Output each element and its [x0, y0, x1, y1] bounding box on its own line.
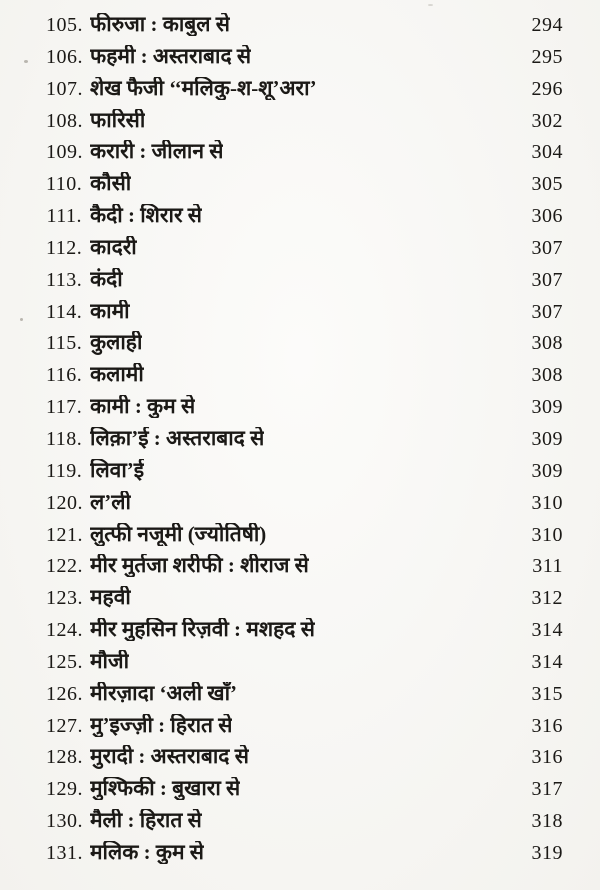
index-entry-row: [46, 809, 563, 841]
entry-page-number: 296: [531, 77, 563, 100]
entry-page-number: 308: [531, 364, 563, 387]
entry-number: 106.: [46, 45, 83, 68]
entry-number: 118.: [46, 427, 83, 450]
index-entry-row: [46, 714, 563, 746]
entry-page-number: 305: [531, 173, 563, 196]
index-entry-row: [46, 745, 563, 777]
entry-number: 109.: [46, 141, 83, 164]
entry-page-number: 307: [531, 300, 563, 323]
entry-page-number: 315: [531, 682, 563, 705]
index-entry-row: [46, 13, 563, 45]
entry-page-number: 311: [532, 555, 563, 578]
entry-number: 112.: [46, 236, 83, 259]
entry-page-number: 306: [531, 205, 563, 228]
index-entry-row: [46, 204, 563, 236]
entry-page-number: 316: [531, 714, 563, 737]
entry-number: 124.: [46, 619, 83, 642]
entry-page-number: 309: [531, 427, 563, 450]
entry-page-number: 307: [531, 236, 563, 259]
index-entry-row: [46, 491, 563, 523]
entry-number: 117.: [46, 396, 83, 419]
index-entry-row: [46, 841, 563, 873]
entry-number: 121.: [46, 523, 83, 546]
entry-number: 120.: [46, 491, 83, 514]
entry-number: 114.: [46, 300, 83, 323]
entry-number: 122.: [46, 555, 83, 578]
entry-number: 123.: [46, 587, 83, 610]
entry-title: फहमी : अस्तराबाद से: [90, 44, 252, 68]
index-entry-row: [46, 77, 563, 109]
entry-page-number: 307: [531, 268, 563, 291]
entry-number: 119.: [46, 459, 83, 482]
entry-number: 115.: [46, 332, 83, 355]
entry-title: लिक़ा’ई : अस्तराबाद से: [90, 426, 265, 450]
entry-title: लिवा’ई: [90, 458, 145, 482]
scan-speck: [24, 60, 28, 63]
entry-number: 116.: [46, 364, 83, 387]
entry-page-number: 314: [531, 650, 563, 673]
index-entry-row: [46, 140, 563, 172]
index-entry-row: [46, 331, 563, 363]
entry-page-number: 309: [531, 396, 563, 419]
index-entry-row: [46, 554, 563, 586]
entry-title: मलिक : कुम से: [90, 840, 204, 864]
index-entry-row: [46, 682, 563, 714]
entry-page-number: 318: [531, 810, 563, 833]
entry-title: फारिसी: [90, 108, 146, 132]
entry-page-number: 314: [531, 619, 563, 642]
scan-speck: [428, 4, 433, 6]
index-entry-row: [46, 172, 563, 204]
entry-page-number: 310: [531, 491, 563, 514]
entry-title: मुश्फिकी : बुखारा से: [90, 777, 241, 801]
scan-speck: [20, 318, 23, 321]
index-entry-row: [46, 268, 563, 300]
entry-title: लुत्फी नजूमी (ज्योतिषी): [90, 522, 267, 546]
entry-title: कामी: [90, 299, 130, 323]
entry-title: मु’इज्ज़ी : हिरात से: [90, 713, 233, 737]
entry-title: कुलाही: [90, 331, 143, 355]
entry-page-number: 309: [531, 459, 563, 482]
entry-page-number: 308: [531, 332, 563, 355]
index-entry-row: [46, 459, 563, 491]
entry-title: शेख फैजी ‘‘मलिकु-श-शू’अरा’: [90, 76, 317, 100]
entry-page-number: 295: [531, 45, 563, 68]
entry-title: मीर मुहसिन रिज़वी : मशहद से: [90, 618, 315, 642]
entry-title: कामी : कुम से: [90, 395, 196, 419]
entry-title: करारी : जीलान से: [90, 140, 224, 164]
entry-page-number: 316: [531, 746, 563, 769]
entry-page-number: 319: [531, 841, 563, 864]
entry-number: 105.: [46, 14, 83, 36]
index-entry-row: [46, 300, 563, 332]
index-entry-row: [46, 427, 563, 459]
index-entry-row: [46, 523, 563, 555]
entry-number: 128.: [46, 746, 83, 769]
entry-title: कादरी: [90, 235, 137, 259]
entry-number: 110.: [46, 173, 83, 196]
entry-title: कंदी: [90, 267, 123, 291]
entry-number: 131.: [46, 841, 83, 864]
index-entry-row: [46, 109, 563, 141]
entry-title: कैदी : शिरार से: [90, 204, 202, 228]
entry-number: 107.: [46, 77, 83, 100]
entry-title: फीरुजा : काबुल से: [90, 13, 230, 36]
entry-number: 111.: [46, 205, 82, 228]
entry-page-number: 302: [531, 109, 563, 132]
entry-title: मीर मुर्तजा शरीफी : शीराज से: [90, 554, 309, 578]
entry-number: 108.: [46, 109, 83, 132]
entry-title: कौसी: [90, 172, 132, 196]
entry-title: मौजी: [90, 649, 130, 673]
index-entry-row: [46, 395, 563, 427]
entry-title: मीरज़ादा ‘अली खाँ’: [90, 681, 238, 705]
entry-number: 126.: [46, 682, 83, 705]
entry-number: 127.: [46, 714, 83, 737]
index-entry-row: [46, 618, 563, 650]
entry-title: मुरादी : अस्तराबाद से: [90, 745, 249, 769]
entry-number: 125.: [46, 650, 83, 673]
index-entry-row: [46, 586, 563, 618]
entry-page-number: 310: [531, 523, 563, 546]
entry-page-number: 294: [531, 14, 563, 36]
entry-title: महवी: [90, 586, 131, 610]
index-entry-row: [46, 236, 563, 268]
entry-page-number: 304: [531, 141, 563, 164]
index-entry-row: [46, 363, 563, 395]
index-entry-row: [46, 45, 563, 77]
entry-number: 113.: [46, 268, 83, 291]
entry-number: 130.: [46, 810, 83, 833]
index-entry-row: [46, 777, 563, 809]
entry-title: मैली : हिरात से: [90, 809, 202, 833]
entry-page-number: 317: [531, 778, 563, 801]
index-entry-row: [46, 650, 563, 682]
entry-page-number: 312: [531, 587, 563, 610]
entry-number: 129.: [46, 778, 83, 801]
entry-title: कलामी: [90, 363, 144, 387]
entry-title: ल’ली: [90, 490, 131, 514]
